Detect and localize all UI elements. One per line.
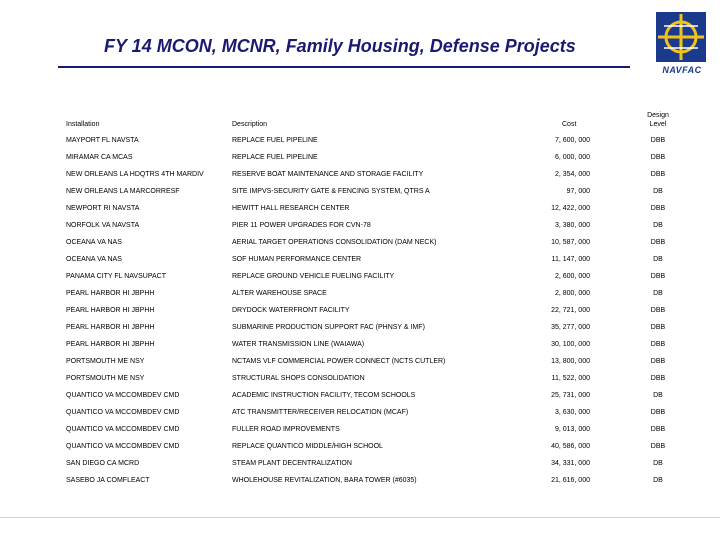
cost-cell: 3, 630, 000	[554, 409, 590, 416]
installation-cell: MIRAMAR CA MCAS	[66, 154, 133, 161]
table-row	[0, 341, 720, 358]
description-cell: SUBMARINE PRODUCTION SUPPORT FAC (PHNSY & IMF)	[232, 324, 425, 331]
footer-divider	[0, 517, 720, 518]
installation-cell: QUANTICO VA MCCOMBDEV CMD	[66, 426, 180, 433]
installation-cell: PEARL HARBOR HI JBPHH	[66, 324, 155, 331]
design-level-cell: DBB	[650, 426, 666, 433]
crosshair-icon	[656, 12, 706, 62]
description-cell: AERIAL TARGET OPERATIONS CONSOLIDATION (DAM NECK)	[232, 239, 437, 246]
description-cell: FULLER ROAD IMPROVEMENTS	[232, 426, 340, 433]
cost-cell: 3, 380, 000	[554, 222, 590, 229]
table-row	[0, 443, 720, 460]
design-level-cell: DBB	[650, 239, 666, 246]
table-row	[0, 154, 720, 171]
header-design-level-1: Design	[647, 112, 669, 119]
table-row	[0, 307, 720, 324]
header-description: Description	[232, 121, 268, 128]
header-design-level-2: Level	[649, 121, 667, 128]
design-level-cell: DB	[653, 222, 663, 229]
cost-cell: 97, 000	[566, 188, 590, 195]
cost-cell: 25, 731, 000	[551, 392, 590, 399]
description-cell: RESERVE BOAT MAINTENANCE AND STORAGE FACILITY	[232, 171, 424, 178]
description-cell: WATER TRANSMISSION LINE (WAIAWA)	[232, 341, 365, 348]
description-cell: STEAM PLANT DECENTRALIZATION	[232, 460, 352, 467]
table-row	[0, 409, 720, 426]
table-row	[0, 222, 720, 239]
table-row	[0, 273, 720, 290]
installation-cell: NORFOLK VA NAVSTA	[66, 222, 140, 229]
cost-cell: 22, 721, 000	[551, 307, 590, 314]
installation-cell: NEW ORLEANS LA MARCORRESF	[66, 188, 180, 195]
cost-cell: 10, 587, 000	[551, 239, 590, 246]
table-row	[0, 171, 720, 188]
installation-cell: QUANTICO VA MCCOMBDEV CMD	[66, 392, 180, 399]
installation-cell: OCEANA VA NAS	[66, 256, 122, 263]
installation-cell: QUANTICO VA MCCOMBDEV CMD	[66, 409, 180, 416]
cost-cell: 13, 800, 000	[551, 358, 590, 365]
cost-cell: 40, 586, 000	[551, 443, 590, 450]
design-level-cell: DB	[653, 477, 663, 484]
header-cost: Cost	[562, 121, 577, 128]
design-level-cell: DB	[653, 188, 663, 195]
cost-cell: 7, 600, 000	[554, 137, 590, 144]
design-level-cell: DB	[653, 290, 663, 297]
description-cell: REPLACE QUANTICO MIDDLE/HIGH SCHOOL	[232, 443, 383, 450]
cost-cell: 35, 277, 000	[551, 324, 590, 331]
installation-cell: NEWPORT RI NAVSTA	[66, 205, 140, 212]
design-level-cell: DBB	[650, 137, 666, 144]
description-cell: ATC TRANSMITTER/RECEIVER RELOCATION (MCAF)	[232, 409, 409, 416]
logo-text: NAVFAC	[662, 65, 702, 75]
cost-cell: 30, 100, 000	[551, 341, 590, 348]
cost-cell: 11, 147, 000	[551, 256, 590, 263]
table-row	[0, 256, 720, 273]
table-row	[0, 324, 720, 341]
table-row	[0, 375, 720, 392]
description-cell: PIER 11 POWER UPGRADES FOR CVN-78	[232, 222, 371, 229]
description-cell: REPLACE GROUND VEHICLE FUELING FACILITY	[232, 273, 395, 280]
cost-cell: 2, 354, 000	[554, 171, 590, 178]
cost-cell: 34, 331, 000	[551, 460, 590, 467]
title-underline	[58, 66, 630, 68]
table-row	[0, 358, 720, 375]
cost-cell: 6, 000, 000	[554, 154, 590, 161]
cost-cell: 2, 600, 000	[554, 273, 590, 280]
design-level-cell: DBB	[650, 409, 666, 416]
table-row	[0, 188, 720, 205]
design-level-cell: DBB	[650, 324, 666, 331]
description-cell: ACADEMIC INSTRUCTION FACILITY, TECOM SCHOOLS	[232, 392, 416, 399]
table-row	[0, 205, 720, 222]
design-level-cell: DBB	[650, 205, 666, 212]
design-level-cell: DB	[653, 392, 663, 399]
installation-cell: SASEBO JA COMFLEACT	[66, 477, 150, 484]
description-cell: HEWITT HALL RESEARCH CENTER	[232, 205, 350, 212]
cost-cell: 12, 422, 000	[551, 205, 590, 212]
design-level-cell: DB	[653, 460, 663, 467]
design-level-cell: DBB	[650, 154, 666, 161]
design-level-cell: DB	[653, 256, 663, 263]
header-installation: Installation	[66, 121, 100, 128]
installation-cell: PEARL HARBOR HI JBPHH	[66, 341, 155, 348]
installation-cell: QUANTICO VA MCCOMBDEV CMD	[66, 443, 180, 450]
installation-cell: PEARL HARBOR HI JBPHH	[66, 290, 155, 297]
design-level-cell: DBB	[650, 273, 666, 280]
description-cell: DRYDOCK WATERFRONT FACILITY	[232, 307, 350, 314]
table-row	[0, 239, 720, 256]
table-row	[0, 477, 720, 494]
page-title: FY 14 MCON, MCNR, Family Housing, Defense Projects	[104, 36, 576, 56]
table-row	[0, 392, 720, 409]
cost-cell: 11, 522, 000	[551, 375, 590, 382]
table-row	[0, 137, 720, 154]
table-row	[0, 460, 720, 477]
design-level-cell: DBB	[650, 341, 666, 348]
design-level-cell: DBB	[650, 443, 666, 450]
installation-cell: PEARL HARBOR HI JBPHH	[66, 307, 155, 314]
table-row	[0, 426, 720, 443]
cost-cell: 21, 616, 000	[551, 477, 590, 484]
installation-cell: MAYPORT FL NAVSTA	[66, 137, 139, 144]
design-level-cell: DBB	[650, 171, 666, 178]
design-level-cell: DBB	[650, 358, 666, 365]
navfac-logo	[653, 12, 711, 78]
description-cell: REPLACE FUEL PIPELINE	[232, 137, 318, 144]
description-cell: WHOLEHOUSE REVITALIZATION, BARA TOWER (#6035)	[232, 477, 417, 484]
installation-cell: PORTSMOUTH ME NSY	[66, 358, 145, 365]
installation-cell: PANAMA CITY FL NAVSUPACT	[66, 273, 166, 280]
description-cell: STRUCTURAL SHOPS CONSOLIDATION	[232, 375, 365, 382]
installation-cell: SAN DIEGO CA MCRD	[66, 460, 140, 467]
installation-cell: OCEANA VA NAS	[66, 239, 122, 246]
installation-cell: NEW ORLEANS LA HDQTRS 4TH MARDIV	[66, 171, 204, 178]
description-cell: SITE IMPVS-SECURITY GATE & FENCING SYSTEM, QTRS A	[232, 188, 430, 195]
description-cell: ALTER WAREHOUSE SPACE	[232, 290, 327, 297]
table-row	[0, 290, 720, 307]
design-level-cell: DBB	[650, 307, 666, 314]
description-cell: NCTAMS VLF COMMERCIAL POWER CONNECT (NCTS CUTLER)	[232, 358, 446, 365]
description-cell: SOF HUMAN PERFORMANCE CENTER	[232, 256, 362, 263]
design-level-cell: DBB	[650, 375, 666, 382]
cost-cell: 9, 013, 000	[554, 426, 590, 433]
installation-cell: PORTSMOUTH ME NSY	[66, 375, 145, 382]
description-cell: REPLACE FUEL PIPELINE	[232, 154, 318, 161]
cost-cell: 2, 800, 000	[554, 290, 590, 297]
